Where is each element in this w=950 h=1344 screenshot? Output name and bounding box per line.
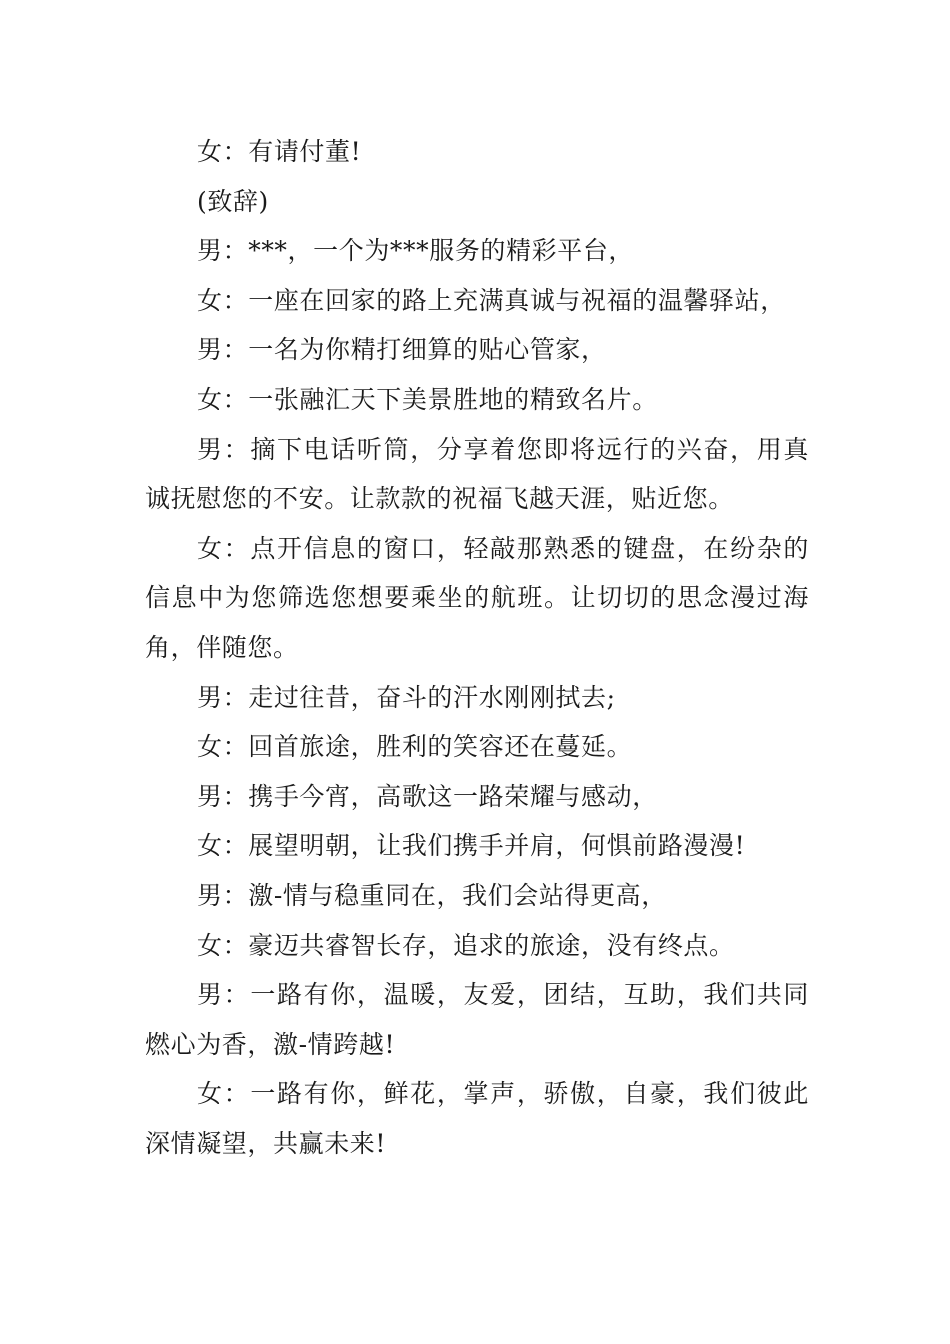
speaker-label: 女 (197, 831, 223, 861)
speaker-separator: ： (222, 831, 249, 861)
speaker-label: 女 (197, 285, 223, 315)
dialogue-paragraph (145, 871, 809, 921)
speaker-separator: ： (222, 880, 249, 910)
dialogue-text: 激-情与稳重同在，我们会站得更高， (248, 880, 667, 910)
speaker-label: 男 (197, 980, 224, 1010)
speaker-label: 女 (197, 1079, 224, 1109)
speaker-label: 男 (197, 781, 223, 811)
script-body (145, 127, 809, 1168)
speaker-separator: ： (222, 732, 249, 762)
dialogue-text: 展望明朝，让我们携手并肩，何惧前路漫漫! (248, 831, 746, 861)
speaker-separator: ： (222, 137, 249, 166)
dialogue-paragraph (145, 226, 809, 276)
speaker-label: 女 (197, 732, 223, 762)
dialogue-text: 一名为你精打细算的贴心管家， (248, 335, 607, 365)
speaker-separator: ： (222, 384, 249, 414)
dialogue-paragraph (145, 673, 809, 723)
speaker-separator: ： (223, 434, 251, 464)
dialogue-text: 一座在回家的路上充满真诚与祝福的温馨驿站， (248, 285, 786, 315)
dialogue-text: 携手今宵，高歌这一路荣耀与感动， (248, 781, 658, 811)
speaker-separator: ： (223, 533, 251, 563)
dialogue-paragraph (145, 127, 809, 177)
speaker-label: 男 (197, 236, 223, 266)
dialogue-text: 摘下电话听筒，分享着您即将远行的兴奋，用真诚抚慰您的不安。让款款的祝福飞越天涯，贴近您。 (145, 434, 809, 514)
dialogue-text: 回首旅途，胜利的笑容还在蔓延。 (248, 732, 633, 762)
speaker-label: 男 (197, 880, 223, 910)
stage-direction (145, 177, 809, 227)
dialogue-text: 点开信息的窗口，轻敲那熟悉的键盘，在纷杂的信息中为您筛选您想要乘坐的航班。让切切的思念漫过海角，伴随您。 (145, 533, 809, 662)
speaker-separator: ： (222, 285, 249, 315)
speaker-separator: ： (223, 1079, 251, 1109)
dialogue-paragraph (145, 722, 809, 772)
dialogue-paragraph (145, 970, 809, 1069)
speaker-label: 男 (197, 682, 223, 712)
speaker-separator: ： (222, 335, 249, 365)
dialogue-text: 走过往昔，奋斗的汗水刚刚拭去; (248, 682, 616, 712)
speaker-label: 女 (197, 137, 223, 166)
speaker-separator: ： (223, 980, 251, 1010)
speaker-separator: ： (222, 930, 249, 960)
speaker-label: 女 (197, 533, 224, 563)
dialogue-paragraph (145, 325, 809, 375)
dialogue-text: 豪迈共睿智长存，追求的旅途，没有终点。 (248, 930, 735, 960)
dialogue-paragraph (145, 772, 809, 822)
dialogue-paragraph (145, 375, 809, 425)
dialogue-text: 一张融汇天下美景胜地的精致名片。 (248, 384, 658, 414)
dialogue-paragraph (145, 921, 809, 971)
dialogue-paragraph (145, 276, 809, 326)
speaker-label: 女 (197, 384, 223, 414)
dialogue-text: 一路有你，温暖，友爱，团结，互助，我们共同燃心为香，激-情跨越! (145, 980, 809, 1059)
dialogue-text: 有请付董! (248, 137, 362, 166)
dialogue-paragraph (145, 524, 809, 673)
speaker-label: 女 (197, 930, 223, 960)
dialogue-text: ***，一个为***服务的精彩平台， (248, 236, 635, 266)
speaker-separator: ： (222, 236, 249, 266)
dialogue-paragraph (145, 425, 809, 524)
dialogue-text: (致辞) (197, 186, 269, 216)
speaker-separator: ： (222, 682, 249, 712)
speaker-separator: ： (222, 781, 249, 811)
dialogue-paragraph (145, 821, 809, 871)
dialogue-text: 一路有你，鲜花，掌声，骄傲，自豪，我们彼此深情凝望，共赢未来! (145, 1079, 809, 1158)
speaker-label: 男 (197, 434, 224, 464)
speaker-label: 男 (197, 335, 223, 365)
dialogue-paragraph (145, 1069, 809, 1168)
